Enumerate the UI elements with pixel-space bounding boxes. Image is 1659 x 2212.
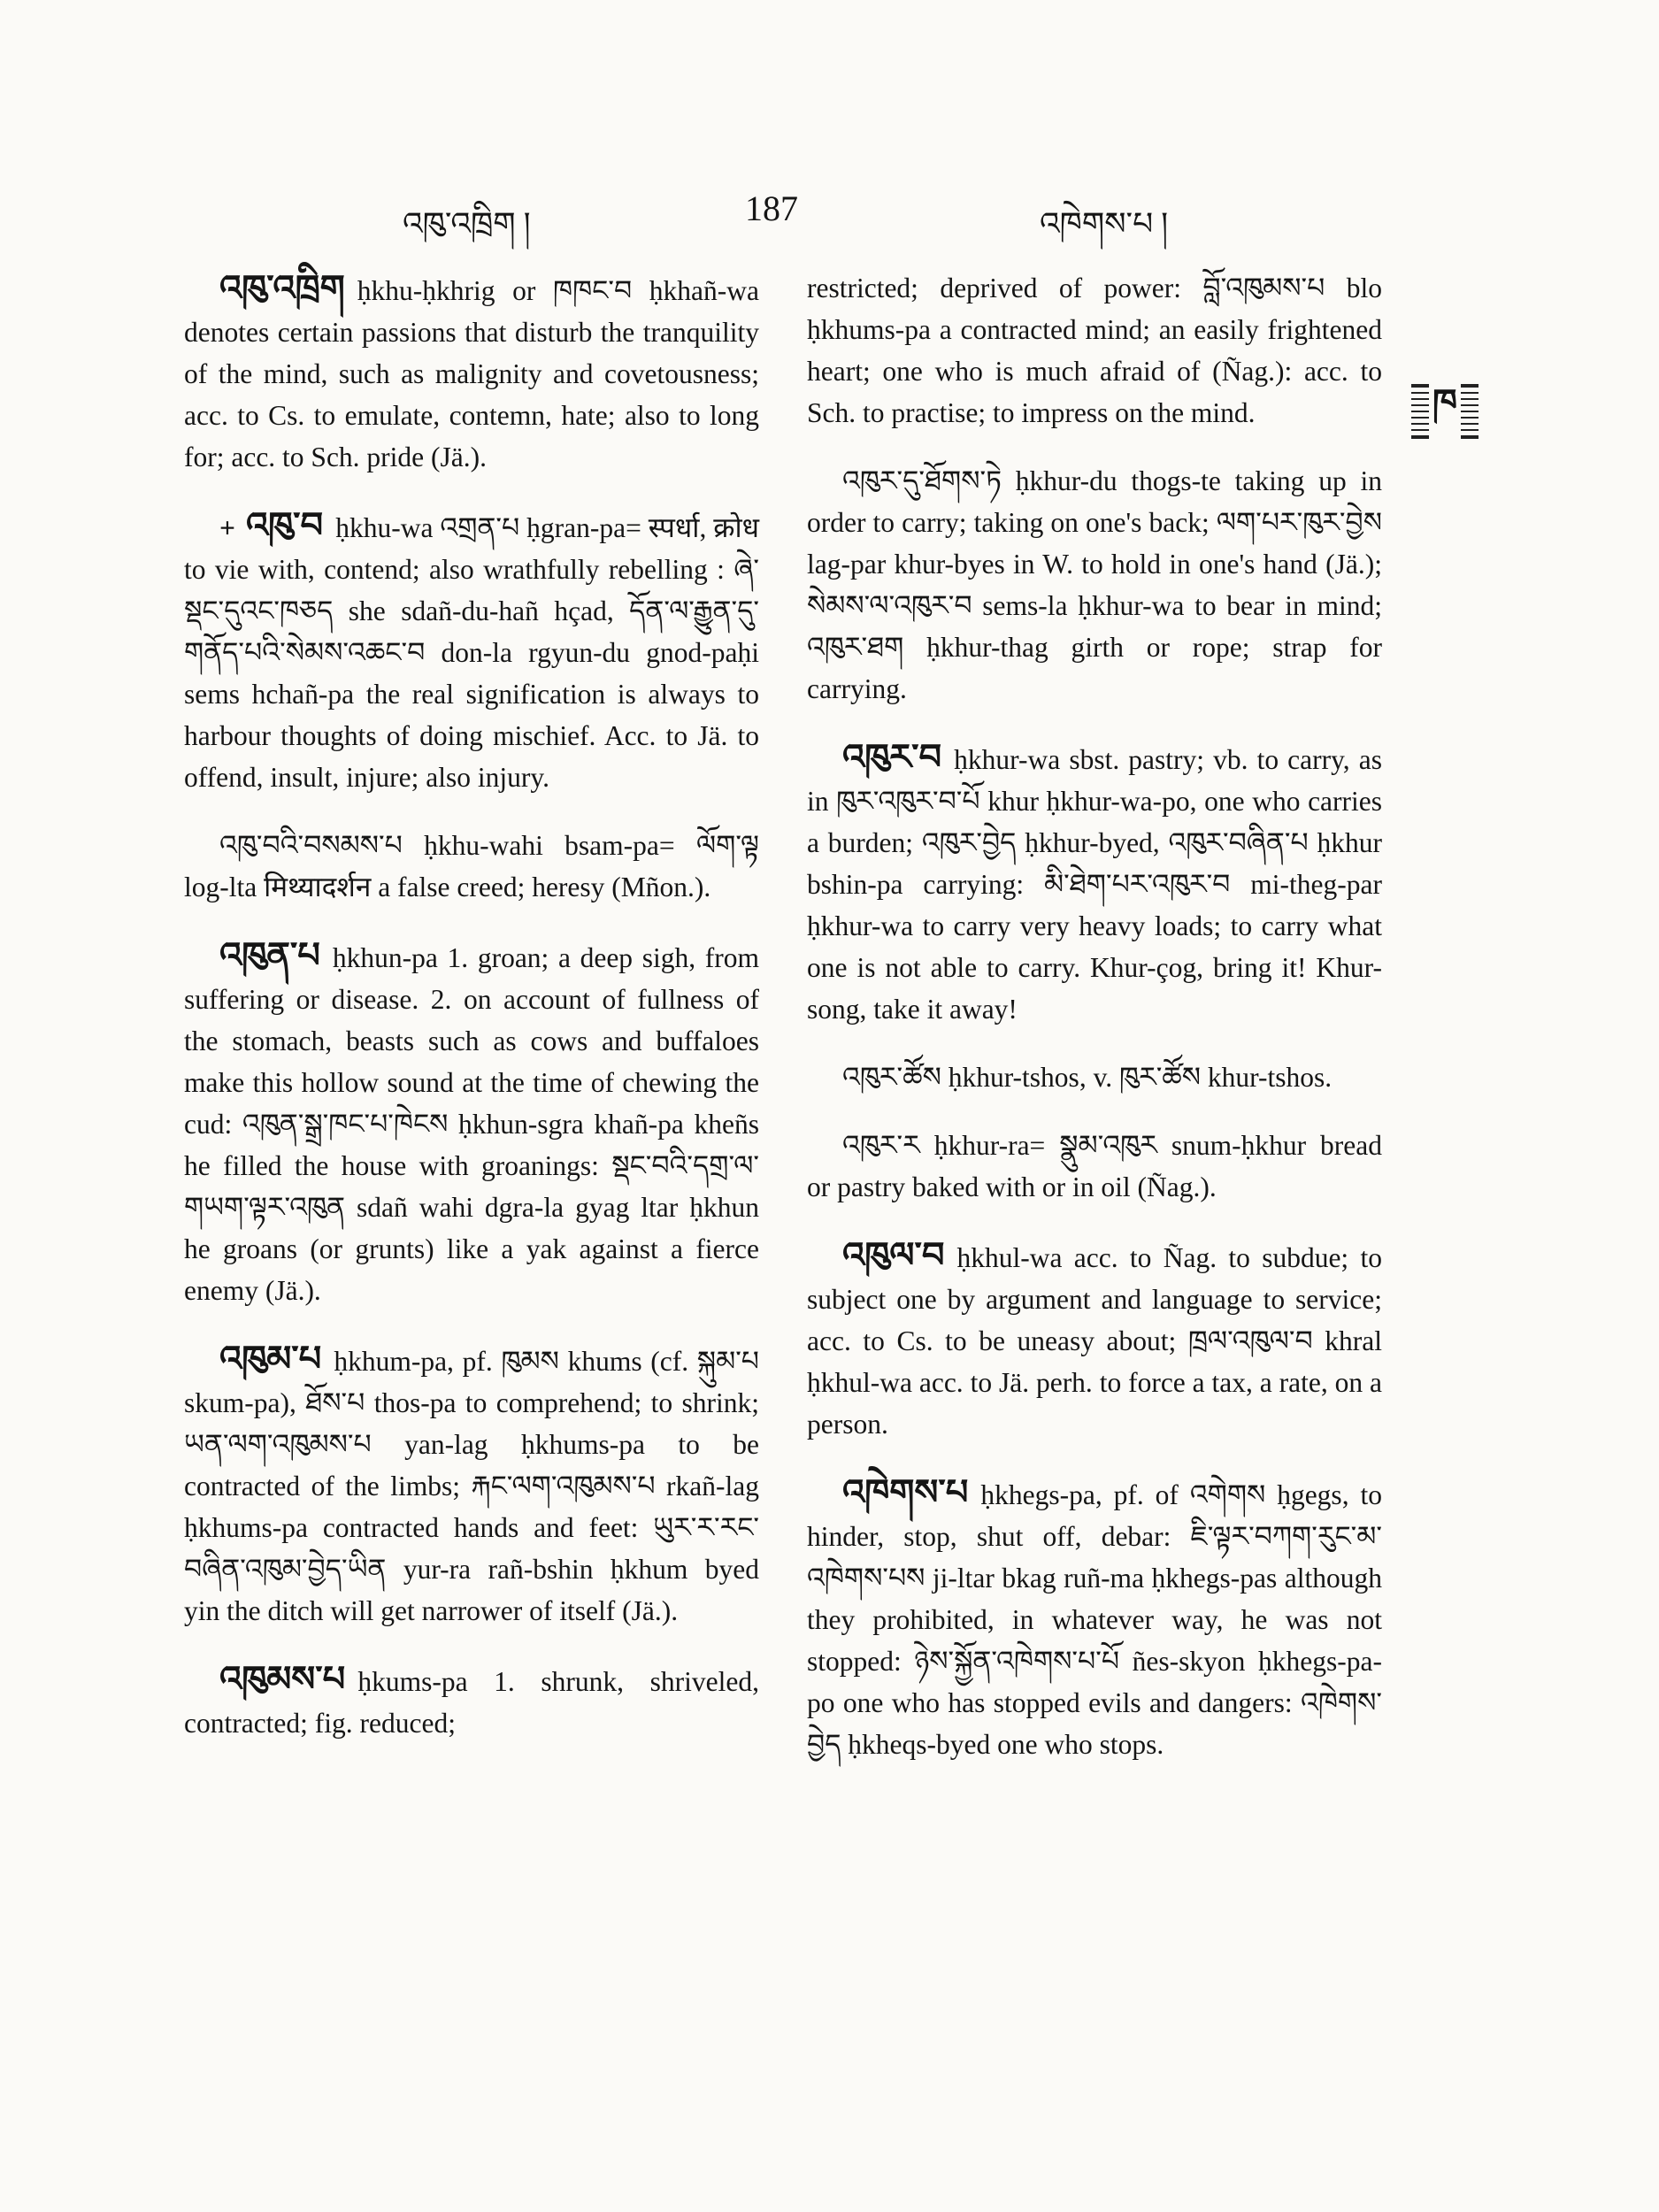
page-number: 187 bbox=[745, 188, 798, 228]
entry-definition: ḥkhun-pa 1. groan; a deep sigh, from suffering or disease. 2. on account of fullness of the stomach, beasts such as cows and buffaloes make this hollow sound at the time of chewing the cud: འཁུན་སྒྲ་ཁང་པ་ཁེངས ḥkhun-sgra khañ-pa kheñs he filled the house with groanings: སྡང་བའི་དགྲ་ལ་གཡག་ལྟར་འཁུན sdañ wahi dgra-la gyag ltar ḥkhun he groans (or grunts) like a yak against a fierce enemy (Jä.). bbox=[184, 942, 759, 1306]
entry-headword: འཁུ་བ bbox=[245, 505, 324, 545]
dictionary-entry bbox=[184, 267, 759, 478]
thumb-index-tab bbox=[1411, 381, 1479, 439]
dictionary-entry bbox=[807, 736, 1382, 1030]
dictionary-entry bbox=[807, 1125, 1382, 1208]
dictionary-entry bbox=[184, 504, 759, 798]
left-column bbox=[184, 267, 759, 1770]
entry-headword: འཁུན་པ bbox=[219, 935, 320, 975]
header-left-guideword: འཁུ་འཁྲིག ། bbox=[403, 206, 531, 242]
running-header bbox=[0, 188, 1659, 241]
entry-definition: འཁུ་བའི་བསམས་པ ḥkhu-wahi bsam-pa= ལོག་ལྟ log-lta मिथ्यादर्शन a false creed; heresy (Mñon.). bbox=[184, 830, 759, 902]
dictionary-entry bbox=[184, 1338, 759, 1632]
dictionary-entry bbox=[807, 267, 1382, 434]
dictionary-entry bbox=[807, 1056, 1382, 1098]
entry-definition: ḥkhu-wa འགྲན་པ ḥgran-pa= स्पर्धा, क्रोध to vie with, contend; also wrathfully rebelling : ཞེ་སྡང་དུའང་ཁཅད she sdañ-du-hañ hçad, དོན་ལ་རྒྱུན་དུ་གནོད་པའི་སེམས་འཆང་བ don-la rgyun-du gnod-paḥi sems hchañ-pa the real signification is always to harbour thoughts of doing mischief. Acc. to Jä. to offend, insult, injure; also injury. bbox=[184, 512, 759, 793]
entry-headword: འཁུར་བ bbox=[842, 737, 942, 777]
entry-headword: འཁེགས་པ bbox=[842, 1472, 969, 1512]
header-right-guideword: འཁེགས་པ ། bbox=[1040, 206, 1169, 242]
dictionary-entry bbox=[184, 825, 759, 908]
dictionary-entry bbox=[807, 1234, 1382, 1445]
entry-definition: restricted; deprived of power: བློ་འཁུམས་པ blo ḥkhums-pa a contracted mind; an easily frightened heart; one who is much afraid of (Ñag.): acc. to Sch. to practise; to impress on the mind. bbox=[807, 273, 1382, 428]
entry-definition: ḥkhegs-pa, pf. of འགེགས ḥgegs, to hinder, stop, shut off, debar: ཇི་ལྟར་བཀག་རུང་མ་འཁེགས་པས ji-ltar bkag ruñ-ma ḥkhegs-pas although they prohibited, in whatever way, he was not stopped: ཉེས་སྐྱོན་འཁེགས་པ་པོ ñes-skyon ḥkhegs-pa-po one who has stopped evils and dangers: འཁེགས་བྱེད ḥkheqs-byed one who stops. bbox=[807, 1479, 1382, 1760]
entry-headword: འཁུ་འཁྲིག bbox=[219, 268, 345, 308]
thumb-index-letter: ཁ bbox=[1429, 362, 1461, 462]
entry-definition: ḥkhu-ḥkhrig or ཁཁང་བ ḥkhañ-wa denotes certain passions that disturb the tranquility of the mind, such as malignity and covetousness; acc. to Cs. to emulate, contemn, hate; also to long for; acc. to Sch. pride (Jä.). bbox=[184, 275, 759, 472]
entry-definition: ḥkhum-pa, pf. ཁུམས khums (cf. སྐུམ་པ skum-pa), ཐོས་པ thos-pa to comprehend; to shrink; ཡན་ལག་འཁུམས་པ yan-lag ḥkhums-pa to be contracted of the limbs; རྐང་ལག་འཁུམས་པ rkañ-lag ḥkhums-pa contracted hands and feet: ཡུར་ར་རང་བཞིན་འཁུམ་བྱེད་ཡིན yur-ra rañ-bshin ḥkhum byed yin the ditch will get narrower of itself (Jä.). bbox=[184, 1346, 759, 1626]
entry-definition: ḥkhul-wa acc. to Ñag. to subdue; to subject one by argument and language to service; acc. to Cs. to be uneasy about; ཁྲལ་འཁུལ་བ khral ḥkhul-wa acc. to Jä. perh. to force a tax, a rate, on a person. bbox=[807, 1242, 1382, 1440]
entry-headword: འཁུམས་པ bbox=[219, 1659, 346, 1699]
dictionary-entry bbox=[807, 1471, 1382, 1765]
entry-definition: འཁུར་ཚོས ḥkhur-tshos, v. ཁུར་ཚོས khur-tshos. bbox=[842, 1062, 1333, 1093]
dictionary-entry bbox=[184, 934, 759, 1311]
entry-definition: ḥkums-pa 1. shrunk, shriveled, contracted; fig. reduced; bbox=[184, 1666, 759, 1739]
dictionary-entry bbox=[807, 460, 1382, 710]
entry-definition: འཁུར་དུ་ཐོགས་ཏེ ḥkhur-du thogs-te taking up in order to carry; taking on one's back; ལག་པར་ཁུར་བྱེས lag-par khur-byes in W. to hold in one's hand (Jä.); སེམས་ལ་འཁུར་བ sems-la ḥkhur-wa to bear in mind; འཁུར་ཐག ḥkhur-thag girth or rope; strap for carrying. bbox=[807, 465, 1382, 704]
right-column bbox=[807, 267, 1382, 1792]
entry-headword: འཁུམ་པ bbox=[219, 1339, 322, 1379]
dictionary-entry bbox=[184, 1658, 759, 1744]
entry-definition: འཁུར་ར ḥkhur-ra= སྣུམ་འཁུར snum-ḥkhur bread or pastry baked with or in oil (Ñag.). bbox=[807, 1130, 1382, 1202]
entry-marker: + bbox=[219, 512, 235, 543]
entry-headword: འཁུལ་བ bbox=[842, 1235, 945, 1275]
entry-definition: ḥkhur-wa sbst. pastry; vb. to carry, as in ཁུར་འཁུར་བ་པོ khur ḥkhur-wa-po, one who carries a burden; འཁུར་བྱེད ḥkhur-byed, འཁུར་བཞིན་པ ḥkhur bshin-pa carrying: མི་ཐེག་པར་འཁུར་བ mi-theg-par ḥkhur-wa to carry very heavy loads; to carry what one is not able to carry. Khur-çog, bring it! Khur-song, take it away! bbox=[807, 744, 1382, 1025]
